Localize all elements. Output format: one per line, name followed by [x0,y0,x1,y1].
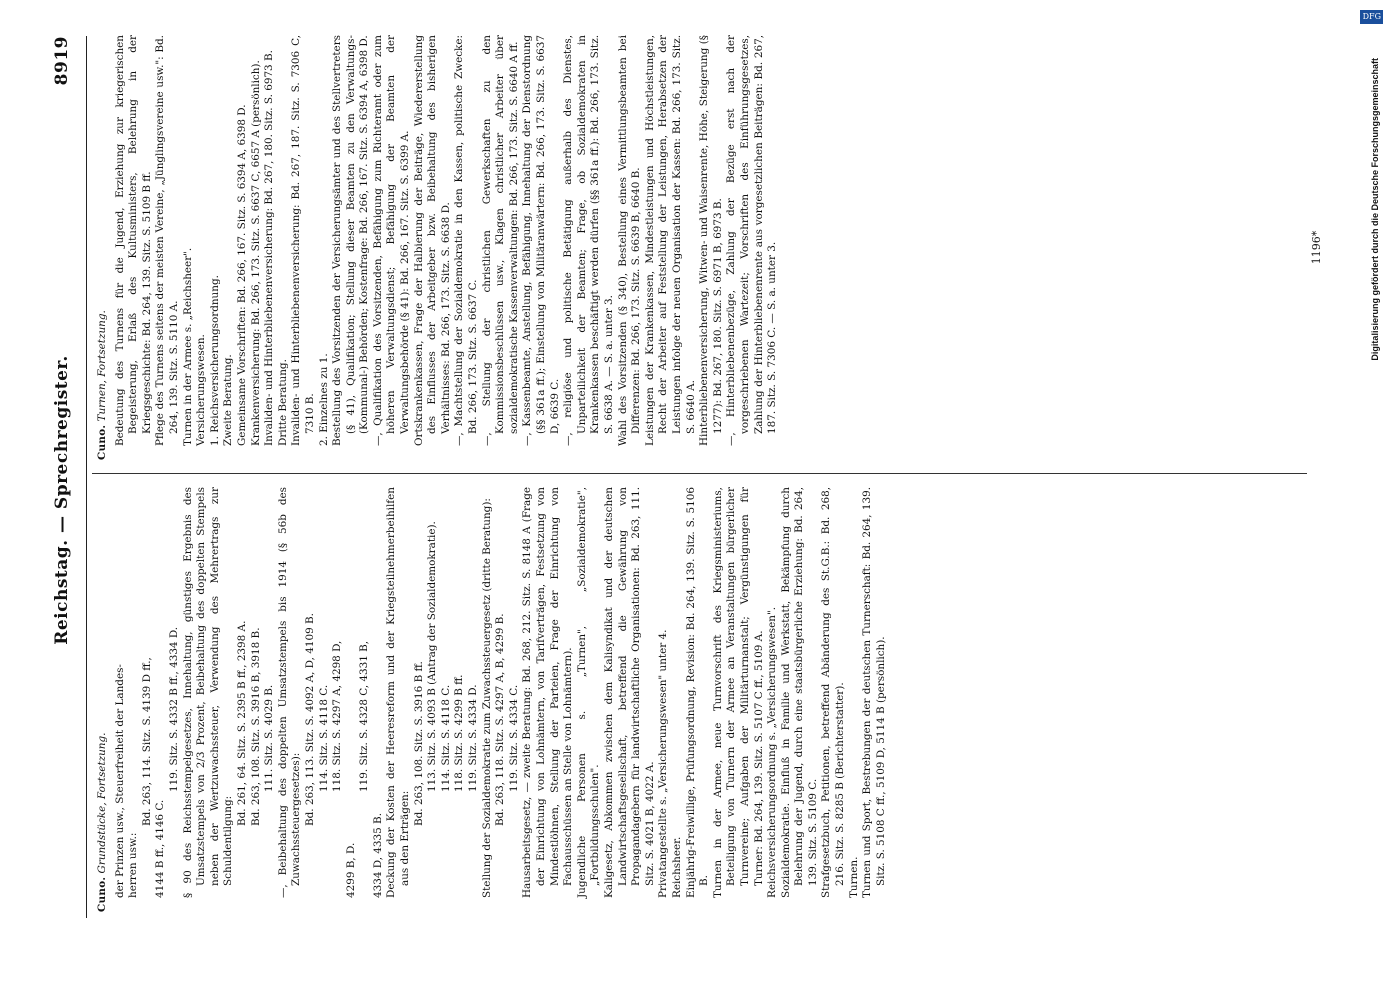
dfg-logo: DFG [1360,10,1383,24]
left-entry: 119. Sitz. S. 4334 C. [507,684,520,792]
right-entry: —, religiöse und politische Betätigung außerhalb des Dienstes, Unparteilichkeit der Beamten; Frage, ob Sozialdemokraten in Krankenkassen beschäftigt werden dürfen (§§ 361a ff.): Bd. 266, 173. Sitz. S. 6638 A. — S. a. unter 3. [562,35,615,446]
sheet-number: 1196* [1310,230,1323,265]
right-entry: Bedeutung des Turnens für die Jugend, Erziehung zur kriegerischen Begeisterung, Erlaß des Kultusministers, Belehrung in der Kriegsgeschichte: Bd. 264, 139. Sitz. S. 5109 B ff. [113,35,153,446]
left-entry: Turnen in der Armee, neue Turnvorschrift des Kriegsministeriums, Beteiligung von Turnern der Armee an Veranstaltungen bürgerlicher Turnvereine; Aufgaben der Militärturnanstalt; Vergünstigungen für Turner: Bd. 264, 139. Sitz. S. 5107 C ff., 5109 A. [711,487,765,898]
left-entry: 118. Sitz. S. 4297 A, 4298 D, [331,640,344,792]
left-entry: 119. Sitz. S. 4334 D. [467,684,480,792]
right-entry: Hinterbliebenenversicherung, Witwen- und Waisenrente, Höhe, Steigerung (§ 1277): Bd. 267, 180. Sitz. S. 6971 B, 6973 B. [698,35,724,446]
right-entry: —, Stellung der christlichen Gewerkschaften zu den Kommissionsbeschlüssen usw., Klagen christlicher Arbeiter über sozialdemokratische Kassenverwaltungen: Bd. 266, 173. Sitz. S. 6640 A ff. [480,35,520,446]
left-column-heading [96,487,110,912]
right-entry: —, Hinterbliebenenbezüge, Zahlung der Bezüge erst nach der vorgeschriebenen Wartezeit; Vorschriften des Einführungsgesetzes, Zahlung der Hinterbliebenenrente aus vorgesetzlichen Beiträgen: Bd. 267, 187. Sitz. S. 7306 C. — S. a. unter 3. [725,35,779,446]
left-entry: 4144 B ff., 4146 C. [154,799,167,898]
funding-text: Digitalisierung gefördert durch die Deutsche Forschungsgemeinschaft [1370,58,1380,361]
right-entry: Dritte Beratung. [276,359,289,446]
left-entry: 114. Sitz. S. 4118 C. [439,684,452,792]
right-entry: —, Qualifikation des Vorsitzenden, Befähigung zum Richteramt oder zum höheren Verwaltungsdienst; Befähigung der Beamten der Verwaltungsbehörde (§ 41): Bd. 266, 167. Sitz. S. 6399 A. [371,35,412,446]
right-entry: Wahl des Vorsitzenden (§ 340), Bestellung eines Vermittlungsbeamten bei Differenzen: Bd. 266, 173. Sitz. S. 6639 B, 6640 B. [616,35,643,446]
left-entry: Sozialdemokratie. Einfluß in Familie und Werkstatt, Bekämpfung durch Belehrung der Jugend, durch eine staatsbürgerliche Erziehung: Bd. 264, 139. Sitz. S. 5109 C. [779,487,819,898]
right-entries [114,35,780,460]
left-entry: Bd. 261, 64. Sitz. S. 2395 B ff., 2398 A. [235,620,248,826]
right-entry: Invaliden- und Hinterbliebenenversicherung: Bd. 267, 187. Sitz. S. 7306 C, 7310 B. [290,35,316,446]
left-entry: Bd. 263, 118. Sitz. S. 4297 A, B, 4299 B. [494,613,507,826]
digitization-note [1362,10,1383,990]
left-entry: Privatangestellte s. „Versicherungswesen" unter 4. [657,629,670,898]
left-heading-name: Cuno. [96,876,108,912]
left-entry: 4334 D, 4335 B. [371,813,384,898]
right-entry: Pflege des Turnens seitens der meisten Vereine, „Jünglingsvereine usw.": Bd. 264, 139. Sitz. S. 5110 A. [154,35,180,446]
right-entry: 2. Einzelnes zu 1. [317,353,330,446]
right-column [96,35,1306,460]
left-entry: Kaligesetz, Abkommen zwischen dem Kalisyndikat und der deutschen Landwirtschaftsgesellschaft, betreffend die Gewährung von Propagandagebern für landwirtschaftliche Organisationen: Bd. 263, 111. Sitz. S. 4021 B, 4022 A. [602,487,656,898]
left-entry: Jugendliche Personen s. „Turnen", „Sozialdemokratie", „Fortbildungsschulen". [575,487,602,898]
left-entries [114,487,889,912]
right-entry: —, Machtstellung der Sozialdemokratie in den Kassen, politische Zwecke: Bd. 266, 173. Sitz. S. 6637 C. [453,35,480,446]
right-entry: Leistungen der Krankenkassen, Mindestleistungen und Höchstleistungen, Recht der Arbeiter auf Feststellung der Leistungen, Herabsetzen der Leistungen infolge der neuen Organisation der Kassen: Bd. 266, 173. Sitz. S. 6640 A. [643,35,697,446]
left-entry: Turnen und Sport, Bestrebungen der deutschen Turnerschaft: Bd. 264, 139. Sitz. S. 5108 C ff., 5109 D, 5114 B (persönlich). [861,487,887,898]
right-column-heading [96,35,110,460]
right-heading-cont: Turnen, Fortsetzung. [96,310,108,422]
page-number: 8919 [52,36,72,86]
right-entry: 1. Reichsversicherungsordnung. [208,275,221,446]
right-entry: Krankenversicherung: Bd. 266, 173. Sitz. S. 6637 C, 6657 A (persönlich). [249,60,262,446]
left-entry: 4299 B, D. [344,842,357,898]
left-entry: Strafgesetzbuch, Petitionen, betreffend Abänderung des St.G.B.: Bd. 268, 216. Sitz. S. 8285 B (Berichterstatter). [820,487,847,898]
right-entry: Gemeinsame Vorschriften: Bd. 266, 167. Sitz. S. 6394 A, 6398 D. [235,104,248,446]
right-entry: Ortskrankenkassen, Frage der Halbierung der Beiträge, Wiedererstellung des Einflusses der Arbeitgeber bzw. Beibehaltung des bisherigen Verhältnisses: Bd. 266, 173. Sitz. S. 6638 D. [412,35,452,446]
right-heading-name: Cuno. [96,424,108,460]
digitization-note-text [1370,10,1383,990]
right-entry: Zweite Beratung. [222,354,235,446]
left-entry: Einjährig-Freiwillige, Prüfungsordnung, Revision: Bd. 264, 139. Sitz. S. 5106 B. [684,487,711,898]
right-entry: Turnen in der Armee s. „Reichsheer". [181,247,194,446]
left-heading-cont: Grundstücke, Fortsetzung. [96,732,108,874]
left-entry: Turnen. [847,856,860,898]
left-entry: Bd. 263, 108. Sitz. S. 3916 B, 3918 B. [249,627,262,826]
left-entry: Bd. 263, 108. Sitz. S. 3916 B ff. [412,661,425,826]
header-rule [86,36,87,918]
column-divider [92,473,1307,474]
left-entry: 118. Sitz. S. 4299 B ff. [453,674,466,792]
right-entry: Invaliden- und Hinterbliebenenversicherung: Bd. 267, 180. Sitz. S. 6973 B. [263,50,276,446]
left-entry: Bd. 263, 113. Sitz. S. 4092 A, D, 4109 B. [303,613,316,826]
left-entry: —, Beibehaltung des doppelten Umsatzstempels bis 1914 (§ 56b des Zuwachssteuergesetzes): [276,487,303,898]
left-entry: Hausarbeitsgesetz, — zweite Beratung: Bd. 268, 212. Sitz. S. 8148 A (Frage der Einrichtung von Lohnämtern, von Tarifverträgen, Festsetzung von Mindestlöhnen, Stellung der Parteien, Frage der Einrichtung von Fachausschüssen an Stelle von Lohnämtern). [521,487,575,898]
right-entry: —, Kassenbeamte, Anstellung, Befähigung, Innehaltung der Dienstordnung (§§ 361a ff.); Einstellung von Militäranwärtern: Bd. 266, 173. Sitz. S. 6637 D, 6639 C. [521,35,561,446]
left-entry: Reichsversicherungsordnung s. „Versicherungswesen". [766,606,779,898]
right-entry: Versicherungswesen. [195,334,208,446]
left-entry: 111. Sitz. S. 4029 B. [263,684,276,792]
left-entry: 119. Sitz. S. 4332 B ff., 4334 D. [167,626,180,792]
left-entry: 119. Sitz. S. 4328 C, 4331 B, [358,640,371,792]
left-entry: 113. Sitz. S. 4093 B (Antrag der Sozialdemokratie). [426,521,439,792]
right-entry: Bestellung des Vorsitzenden der Versicherungsämter und des Stellvertreters (§ 41), Qualifikation; Stellung dieser Beamten zu den Verwaltungs-(Kommunal-) Behörden; Kostenfrage: Bd. 266, 167. Sitz. S. 6394 A, 6398 D. [331,35,371,446]
left-entry: Reichsheer. [670,836,683,898]
running-header: Reichstag. — Sprechregister. [52,355,72,645]
left-entry: herren usw.: [127,832,140,898]
left-entry: Bd. 263, 114. Sitz. S. 4139 D ff., [140,657,153,826]
left-entry: Stellung der Sozialdemokratie zum Zuwachssteuergesetz (dritte Beratung): [480,498,493,898]
left-entry: Deckung der Kosten der Heeresreform und der Kriegsteilnehmerbeihilfen aus den Erträgen: [385,487,412,898]
left-entry: 114. Sitz. S. 4118 C. [317,684,330,792]
left-entry: der Prinzen usw., Steuerfreiheit der Landes- [113,664,126,898]
left-entry: § 90 des Reichsstempelgesetzes, Innehaltung, günstiges Ergebnis des Umsatzstempels von 2/3 Prozent, Beibehaltung des doppelten Stempels neben der Wertzuwachssteuer, Verwendung des Mehrertrags zur Schuldentilgung: [181,487,235,898]
left-column [96,487,1306,912]
